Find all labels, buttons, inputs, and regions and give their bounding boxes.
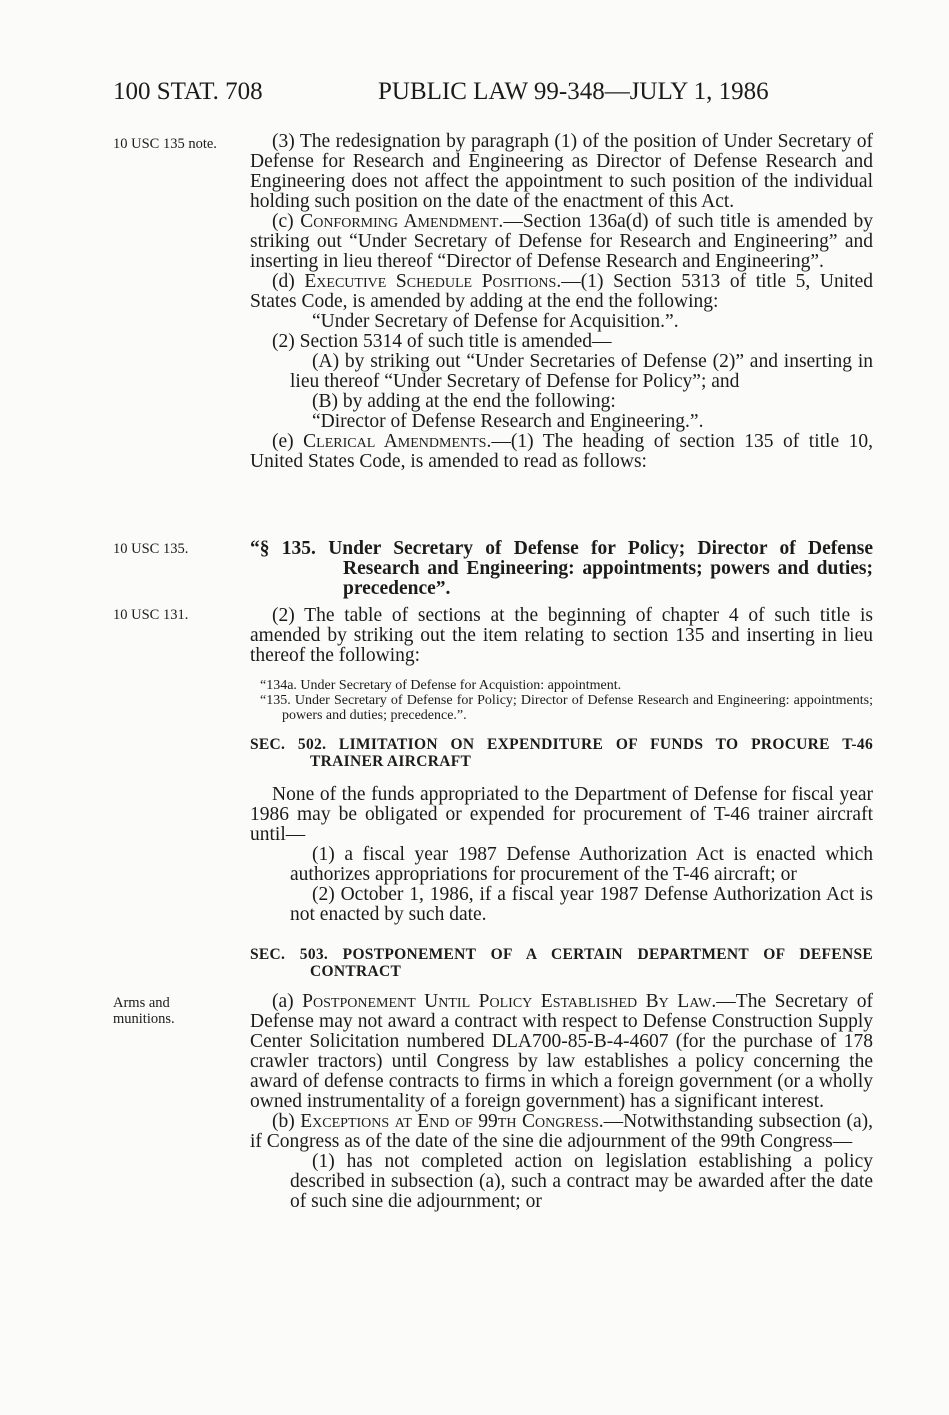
- quote-director: “Director of Defense Research and Engineering.”.: [312, 411, 704, 432]
- subsection-a-postponement: (a) Postponement Until Policy Established By Law.—The Secretary of Defense may not award a contract with respect to Defense Construction Supply Center Solicitation numbered DLA700-85-B-4-4607 (for the purchase of 178 crawler tractors) until Congress by law establishes a policy concerning the award of defense contracts to firms in which a foreign government (or a wholly owned instrumentality of a foreign government) has a significant interest.: [250, 991, 873, 1112]
- subsection-b-exceptions: (b) Exceptions at End of 99th Congress.—Notwithstanding subsection (a), if Congress as of the date of the sine die adjournment of the 99th Congress—: [250, 1111, 873, 1152]
- section-502-heading: SEC. 502. LIMITATION ON EXPENDITURE OF FUNDS TO PROCURE T-46 TRAINER AIRCRAFT: [250, 736, 873, 770]
- section-135-heading-block: [250, 539, 873, 599]
- section-135-heading: “§ 135. Under Secretary of Defense for Policy; Director of Defense Research and Engineering: appointments; powers and duties; precedence”.: [250, 538, 873, 599]
- toc-item-134a: “134a. Under Secretary of Defense for Acquistion: appointment.: [260, 678, 622, 693]
- subsection-b-item-1: (1) has not completed action on legislation establishing a policy described in subsection (a), such a contract may be awarded after the date of such sine die adjournment; or: [290, 1151, 873, 1212]
- section-502-item-2: (2) October 1, 1986, if a fiscal year 1987 Defense Authorization Act is not enacted by such date.: [290, 884, 873, 925]
- law-title: PUBLIC LAW 99-348—JULY 1, 1986: [378, 78, 769, 105]
- subsection-c-conforming: (c) Conforming Amendment.—Section 136a(d) of such title is amended by striking out “Under Secretary of Defense for Research and Engineering” and inserting in lieu thereof “Director of Defense Research and Engineering”.: [250, 211, 873, 272]
- margin-note-usc-135: 10 USC 135.: [113, 541, 189, 557]
- table-of-sections: [250, 678, 873, 723]
- section-502: [250, 736, 873, 925]
- paragraph-d2: (2) Section 5314 of such title is amended—: [272, 331, 612, 352]
- margin-note-usc-131: 10 USC 131.: [113, 607, 189, 623]
- toc-item-135: “135. Under Secretary of Defense for Policy; Director of Defense Research and Engineering: appointments; powers and duties; precedence.”.: [260, 693, 873, 723]
- subsection-b-heading: Exceptions at End of 99th Congress.: [300, 1111, 604, 1132]
- margin-note-usc-135-note: 10 USC 135 note.: [113, 136, 217, 152]
- subsection-d-heading: Executive Schedule Positions.: [304, 271, 562, 292]
- margin-note-arms: Arms and munitions.: [113, 995, 175, 1027]
- clause-d2b: (B) by adding at the end the following:: [312, 391, 616, 412]
- section-502-item-1: (1) a fiscal year 1987 Defense Authorization Act is enacted which authorizes appropriations for procurement of the T-46 aircraft; or: [290, 844, 873, 885]
- paragraph-3-redesignation: (3) The redesignation by paragraph (1) of the position of Under Secretary of Defense for Research and Engineering as Director of Defense Research and Engineering does not affect the appointment to such position of the individual holding such position on the date of the enactment of this Act.: [250, 131, 873, 212]
- section-503: [250, 946, 873, 1212]
- table-of-sections-block: [250, 606, 873, 723]
- body-section-501: [250, 132, 873, 472]
- stat-page-ref: 100 STAT. 708: [113, 78, 263, 105]
- quote-acquisition: “Under Secretary of Defense for Acquisition.”.: [312, 311, 679, 332]
- subsection-e-heading: Clerical Amendments.: [303, 431, 492, 452]
- subsection-a-heading: Postponement Until Policy Established By Law.: [302, 991, 717, 1012]
- section-502-text: None of the funds appropriated to the Department of Defense for fiscal year 1986 may be obligated or expended for procurement of T-46 trainer aircraft until—: [250, 784, 873, 845]
- subsection-d-executive: (d) Executive Schedule Positions.—(1) Section 5313 of title 5, United States Code, is amended by adding at the end the following:: [250, 271, 873, 312]
- subsection-c-heading: Conforming Amendment.: [300, 211, 504, 232]
- subsection-e-clerical: (e) Clerical Amendments.—(1) The heading of section 135 of title 10, United States Code, is amended to read as follows:: [250, 431, 873, 472]
- section-503-heading: SEC. 503. POSTPONEMENT OF A CERTAIN DEPARTMENT OF DEFENSE CONTRACT: [250, 946, 873, 980]
- paragraph-e2: (2) The table of sections at the beginning of chapter 4 of such title is amended by striking out the item relating to section 135 and inserting in lieu thereof the following:: [250, 605, 873, 666]
- clause-d2a: (A) by striking out “Under Secretaries of Defense (2)” and inserting in lieu thereof “Under Secretary of Defense for Policy”; and: [290, 351, 873, 392]
